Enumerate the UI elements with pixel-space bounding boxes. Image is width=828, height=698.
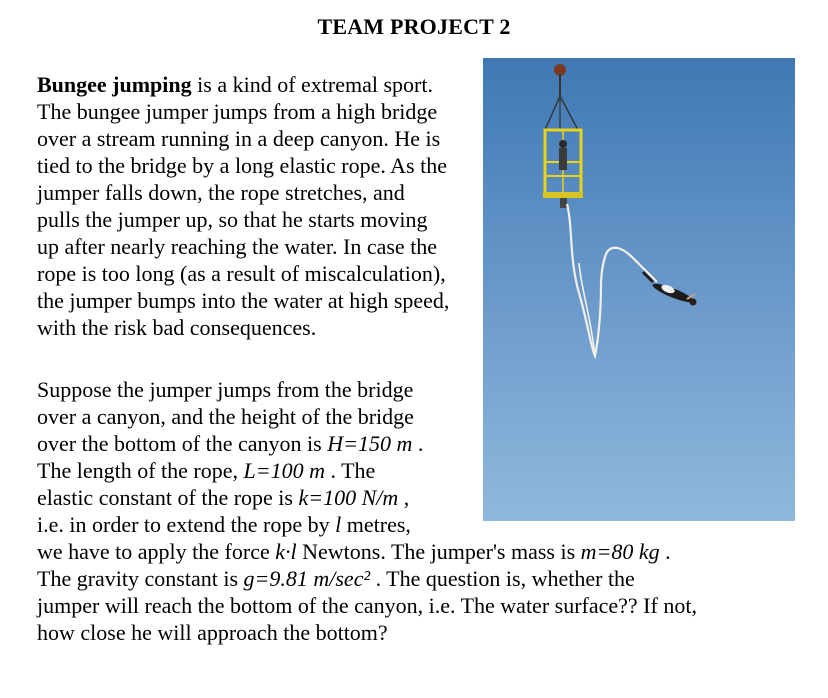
problem-line-9: jumper will reach the bottom of the canyon, i.e. The water surface?? If not, — [37, 593, 697, 618]
elastic-constant-equation: k=100 N/m — [298, 485, 399, 510]
problem-line-7-end: . — [659, 539, 671, 564]
problem-line-7 — [37, 538, 817, 565]
problem-line-6 — [37, 511, 817, 538]
intro-line-7: up after nearly reaching the water. In case the — [37, 234, 438, 259]
intro-line-2: The bungee jumper jumps from a high bridge — [37, 99, 438, 124]
intro-line-5: jumper falls down, the rope stretches, and — [37, 180, 405, 205]
problem-line-1: Suppose the jumper jumps from the bridge — [37, 377, 414, 402]
intro-line-3: over a stream running in a deep canyon. He is — [37, 126, 441, 151]
problem-line-3-end: . — [412, 431, 424, 456]
intro-line-9: the jumper bumps into the water at high speed, — [37, 288, 450, 313]
problem-line-4-end: . The — [324, 458, 376, 483]
length-equation: L=100 m — [243, 458, 325, 483]
intro-line-10: with the risk bad consequences. — [37, 315, 317, 340]
problem-line-6-text: i.e. in order to extend the rope by — [37, 512, 336, 537]
intro-paragraph — [37, 71, 487, 341]
problem-line-7-mid: Newtons. The jumper's mass is — [296, 539, 581, 564]
problem-line-6-end: metres, — [341, 512, 411, 537]
problem-line-2: over a canyon, and the height of the bridge — [37, 404, 414, 429]
problem-line-10: how close he will approach the bottom? — [37, 620, 388, 645]
problem-line-5-end: , — [398, 485, 410, 510]
problem-line-7-text: we have to apply the force — [37, 539, 276, 564]
bungee-term: Bungee jumping — [37, 72, 192, 97]
problem-line-3-text: over the bottom of the canyon is — [37, 431, 328, 456]
height-equation: H=150 m — [327, 431, 413, 456]
problem-line-8 — [37, 565, 817, 592]
problem-line-4 — [37, 457, 817, 484]
intro-line-6: pulls the jumper up, so that he starts moving — [37, 207, 428, 232]
mass-equation: m=80 kg — [580, 539, 660, 564]
page-title: TEAM PROJECT 2 — [317, 14, 511, 39]
intro-line-1 — [37, 71, 487, 98]
intro-line-1-text: is a kind of extremal sport. — [191, 72, 433, 97]
force-expression: k·l — [275, 539, 297, 564]
problem-line-8-end: . The question is, whether the — [370, 566, 635, 591]
problem-paragraph — [37, 376, 817, 646]
problem-line-8-text: The gravity constant is — [37, 566, 244, 591]
intro-line-4: tied to the bridge by a long elastic rope. As the — [37, 153, 447, 178]
gravity-equation: g=9.81 m/sec² — [243, 566, 371, 591]
problem-line-5 — [37, 484, 817, 511]
problem-line-3 — [37, 430, 817, 457]
extension-variable: l — [335, 512, 342, 537]
intro-line-8: rope is too long (as a result of miscalculation), — [37, 261, 446, 286]
problem-line-4-text: The length of the rope, — [37, 458, 244, 483]
problem-line-5-text: elastic constant of the rope is — [37, 485, 299, 510]
